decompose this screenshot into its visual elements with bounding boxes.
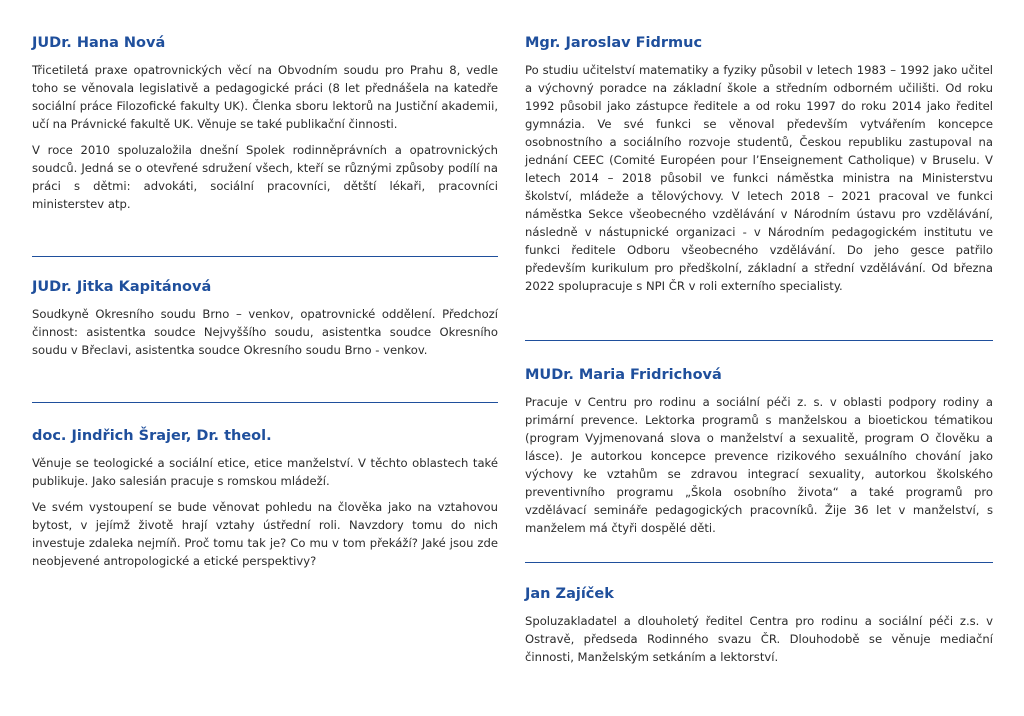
speaker-bio: Po studiu učitelství matematiky a fyziky působil v letech 1983 – 1992 jako učitel a výchovný poradce na základní škole a středním odborném učilišti. Od roku 1992 působil jako zástupce ředitele a od roku 1997 do roku 2014 jako ředitel gymnázia. Ve své funkci se věnoval především vytvářením koncepce osobnostního a sociálního rozvoje studentů, Českou republiku zastupoval na jednání CEEC (Comité Européen pour l’Enseignement Catholique) v Bruselu. V letech 2014 – 2018 působil ve funkci náměstka ministra na Ministerstvu školství, mládeže a tělovýchovy. V letech 2018 – 2021 pracoval ve funkci náměstka Sekce všeobecného vzdělávání v Národním ústavu pro vzdělávání, následně v nástupnické organizaci - v Národním pedagogickém institutu ve funkci ředitele Odboru všeobecného vzdělávání. Do jeho gesce patřilo především kurikulum pro předškolní, základní a střední vzdělávání. Od března 2022 spolupracuje s NPI ČR v roli externího specialisty. [525, 63, 993, 293]
speaker-bio: Třicetiletá praxe opatrovnických věcí na Obvodním soudu pro Prahu 8, vedle toho se věnovala legislativě a pedagogické práci (8 let přednášela na katedře sociální práce Filozofické fakulty UK). Členka sboru lektorů na Justiční akademii, učí na Právnické fakultě UK. Věnuje se také publikační činnosti. [32, 63, 498, 131]
speaker-block-zajicek [525, 585, 993, 666]
speaker-block-srajer [32, 427, 498, 570]
speaker-name: JUDr. Hana Nová [32, 35, 166, 51]
speaker-bio: V roce 2010 spoluzaložila dnešní Spolek rodinněprávních a opatrovnických soudců. Jedná se o otevřené sdružení všech, kteří se různými způsoby podílí na práci s dětmi: advokáti, sociální pracovníci, dětští lékaři, pracovníci ministerstev atp. [32, 143, 498, 211]
speaker-block-fidrmuc [525, 34, 993, 295]
section-divider [32, 402, 498, 403]
speaker-name: doc. Jindřich Šrajer, Dr. theol. [32, 428, 272, 444]
speaker-name: Jan Zajíček [525, 586, 614, 602]
speaker-bio: Spoluzakladatel a dlouholetý ředitel Centra pro rodinu a sociální péči z.s. v Ostravě, předseda Rodinného svazu ČR. Dlouhodobě se věnuje mediační činnosti, Manželským setkáním a lektorství. [525, 614, 993, 664]
speaker-bio: Ve svém vystoupení se bude věnovat pohledu na člověka jako na vztahovou bytost, v jejímž životě hrají vztahy ústřední roli. Navzdory tomu do nich investuje zdaleka nejmíň. Proč tomu tak je? Co mu v tom překáží? Jaké jsou zde neobjevené antropologické a etické perspektivy? [32, 500, 498, 568]
speaker-bio: Věnuje se teologické a sociální etice, etice manželství. V těchto oblastech také publikuje. Jako salesián pracuje s romskou mládeží. [32, 456, 498, 488]
speaker-name: MUDr. Maria Fridrichová [525, 367, 722, 383]
speaker-block-nova [32, 34, 498, 213]
speaker-block-kapitanova [32, 278, 498, 359]
speaker-name: Mgr. Jaroslav Fidrmuc [525, 35, 703, 51]
section-divider [525, 562, 993, 563]
speaker-block-fridrichova [525, 366, 993, 537]
speaker-bio: Soudkyně Okresního soudu Brno – venkov, opatrovnické oddělení. Předchozí činnost: asistentka soudce Nejvyššího soudu, asistentka soudce Okresního soudu v Břeclavi, asistentka soudce Okresního soudu Brno - venkov. [32, 307, 498, 357]
speaker-bio: Pracuje v Centru pro rodinu a sociální péči z. s. v oblasti podpory rodiny a primární prevence. Lektorka programů s manželskou a bioetickou tématikou (program Vyjmenovaná slova o manželství a sexualitě, program O člověku a lásce). Je autorkou koncepce prevence rizikového sexuálního chování jako výchovy ke vztahům se zdravou integrací sexuality, autorkou školského preventivního programu „Škola osobního života“ a také programů pro vzdělávací semináře pedagogických pracovníků. Žije 36 let v manželství, s manželem má čtyři dospělé děti. [525, 395, 993, 535]
speaker-name: JUDr. Jitka Kapitánová [32, 279, 212, 295]
section-divider [525, 340, 993, 341]
section-divider [32, 256, 498, 257]
